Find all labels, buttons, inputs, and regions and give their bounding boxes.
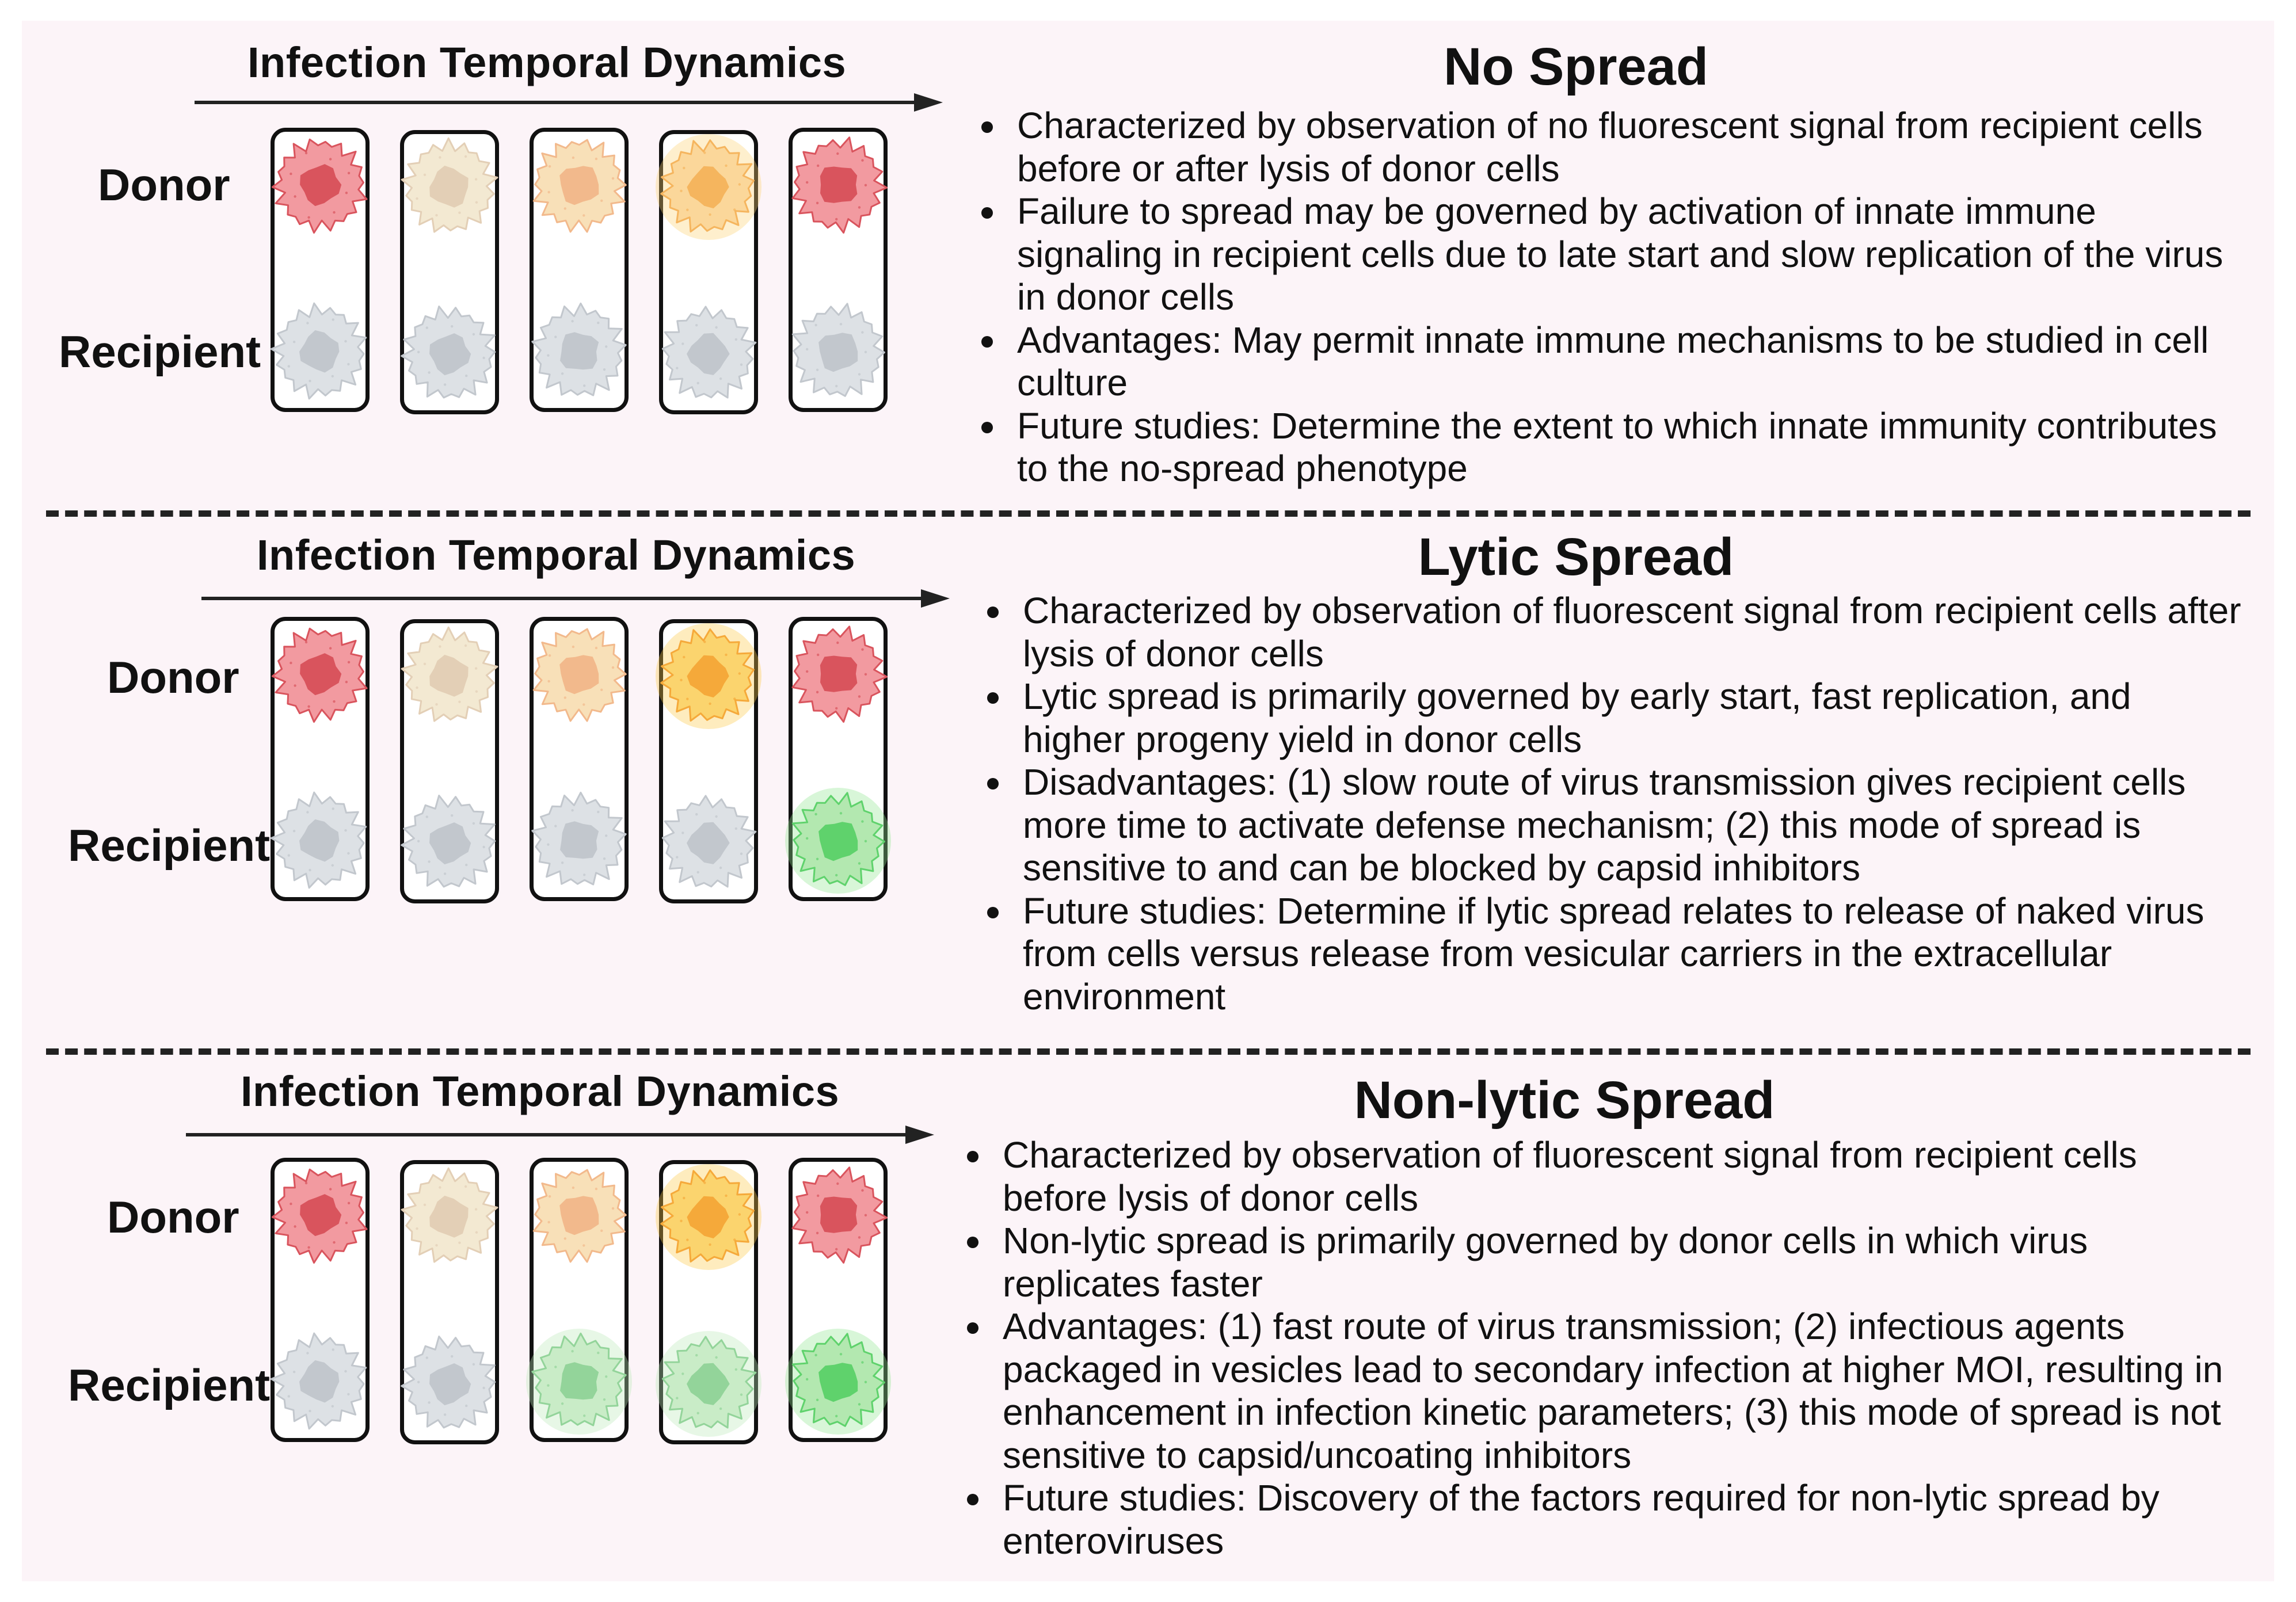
timepoint-tube [400,619,499,903]
timepoint-tube [789,128,888,412]
donor-cell [262,127,378,245]
cell-gray-icon [392,785,507,901]
cell-peach-icon [521,1157,637,1272]
section-title: Non-lytic Spread [1354,1071,1775,1130]
bullet-item: Non-lytic spread is primarily governed by donor cells in which virus replicates faster [961,1219,2245,1305]
donor-cell [521,1157,637,1275]
bullet-item: Characterized by observation of no fluorescent signal from recipient cells before or after lysis of donor cells [976,104,2236,190]
cell-gray-icon [262,294,378,409]
recipient-cell [392,1326,507,1444]
cell-gray-icon [521,294,637,409]
timepoint-tube [271,1158,370,1442]
dynamics-title: Infection Temporal Dynamics [241,1067,840,1115]
bullet-item: Disadvantages: (1) slow route of virus transmission gives recipient cells more time to activate defense mechanism; (2) this mode of spread is sensitive to and can be blocked by capsid inhibitors [981,761,2242,890]
timepoint-tube [530,1158,629,1442]
recipient-cell [651,785,766,903]
cell-green-icon [780,783,896,898]
donor-label: Donor [107,1192,239,1242]
recipient-cell [651,1326,766,1444]
cell-lightgreen-icon [521,1324,637,1439]
donor-cell [780,616,896,734]
bullet-item: Lytic spread is primarily governed by early start, fast replication, and higher progeny yield in donor cells [981,675,2242,761]
recipient-cell [521,294,637,412]
timepoint-tube [659,619,758,903]
bullet-list [961,1134,2245,1562]
recipient-cell [521,783,637,901]
donor-cell [780,1157,896,1275]
donor-cell [262,1157,378,1275]
cell-red-icon [262,1157,378,1272]
recipient-label: Recipient [68,1360,271,1410]
section-divider [46,510,2251,517]
cell-gray-icon [392,1326,507,1441]
recipient-cell [651,296,766,414]
donor-cell [262,616,378,734]
donor-label: Donor [98,159,230,210]
recipient-cell [521,1324,637,1442]
cell-gray-icon [262,1324,378,1439]
cell-red-icon [780,127,896,242]
timepoint-tube [789,617,888,901]
cell-beige-icon [392,129,507,245]
donor-cell [521,616,637,734]
section-title: Lytic Spread [1418,528,1734,586]
section-title: No Spread [1443,37,1709,96]
donor-cell [392,129,507,247]
cell-gray-icon [651,296,766,411]
time-arrow [201,587,950,610]
cell-red-icon [780,1157,896,1272]
bullet-item: Future studies: Discovery of the factors required for non-lytic spread by enteroviruses [961,1477,2245,1562]
timepoint-tube [530,617,629,901]
recipient-cell [262,294,378,412]
donor-cell [651,1159,766,1277]
recipient-cell [780,1324,896,1442]
cell-lightgreen-icon [651,1326,766,1441]
bullet-item: Characterized by observation of fluorescent signal from recipient cells before lysis of donor cells [961,1134,2245,1219]
timepoint-tube [659,1160,758,1444]
dynamics-title: Infection Temporal Dynamics [248,39,847,86]
bullet-item: Advantages: May permit innate immune mechanisms to be studied in cell culture [976,319,2236,405]
recipient-cell [780,783,896,901]
cell-red-icon [262,616,378,731]
recipient-cell [780,294,896,412]
cell-yellow-icon [651,619,766,734]
time-arrow [195,91,943,114]
cell-peach-icon [521,616,637,731]
recipient-cell [262,1324,378,1442]
panel-non-lytic-spread [22,1062,2274,1580]
bullet-list [981,589,2242,1018]
recipient-label: Recipient [59,326,261,377]
timepoint-tube [659,130,758,414]
cell-red-icon [262,127,378,242]
donor-cell [392,619,507,737]
cell-beige-icon [392,1159,507,1275]
figure-canvas [22,21,2274,1581]
timepoint-tube [400,1160,499,1444]
cell-red-icon [780,616,896,731]
timepoint-tube [271,617,370,901]
donor-cell [651,129,766,247]
cell-green-icon [780,1324,896,1439]
cell-orange-icon [651,129,766,245]
section-divider [46,1048,2251,1055]
panel-lytic-spread [22,521,2274,1056]
cell-gray-icon [651,785,766,901]
dynamics-title: Infection Temporal Dynamics [257,531,856,579]
donor-cell [651,619,766,737]
time-arrow [186,1123,934,1146]
bullet-item: Advantages: (1) fast route of virus transmission; (2) infectious agents packaged in vesicles lead to secondary infection at higher MOI, resulting in enhancement in infection kinetic parameters; (3) this mode of spread is not sensitive to capsid/uncoating inhibitors [961,1305,2245,1477]
cell-gray-icon [392,296,507,411]
cell-gray-icon [262,783,378,898]
recipient-cell [392,296,507,414]
bullet-list [976,104,2236,490]
timepoint-tube [271,128,370,412]
cell-peach-icon [521,127,637,242]
cell-gray-icon [521,783,637,898]
donor-cell [392,1159,507,1277]
recipient-label: Recipient [68,820,271,871]
bullet-item: Future studies: Determine if lytic spread relates to release of naked virus from cells versus release from vesicular carriers in the extracellular environment [981,890,2242,1019]
timepoint-tube [789,1158,888,1442]
recipient-cell [262,783,378,901]
donor-cell [780,127,896,245]
donor-label: Donor [107,652,239,703]
cell-yellow-icon [651,1159,766,1275]
donor-cell [521,127,637,245]
recipient-cell [392,785,507,903]
timepoint-tube [530,128,629,412]
bullet-item: Future studies: Determine the extent to which innate immunity contributes to the no-spread phenotype [976,405,2236,490]
cell-gray-icon [780,294,896,409]
cell-beige-icon [392,619,507,734]
panel-no-spread [22,21,2274,498]
bullet-item: Failure to spread may be governed by activation of innate immune signaling in recipient cells due to late start and slow replication of the virus in donor cells [976,190,2236,319]
timepoint-tube [400,130,499,414]
bullet-item: Characterized by observation of fluorescent signal from recipient cells after lysis of donor cells [981,589,2242,675]
